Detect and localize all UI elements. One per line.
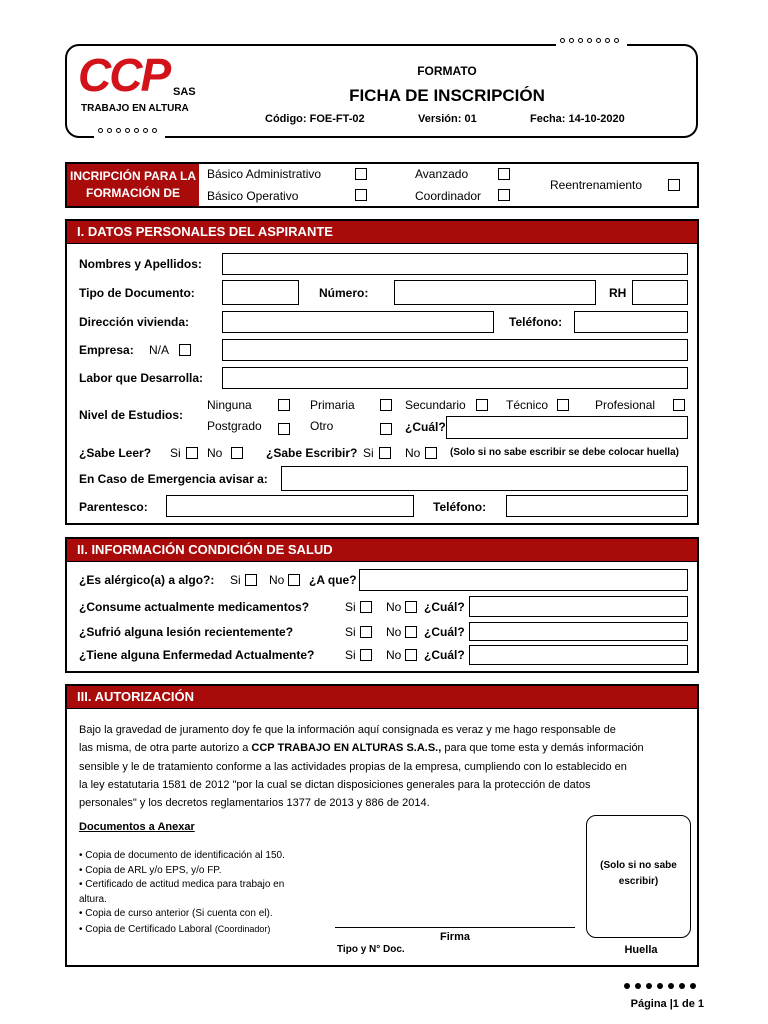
auth-line-4: la ley estatutaria 1581 de 2012 "por la cual se dictan disposiciones generales para la protección de datos [79, 778, 591, 791]
doc-number-label: Número: [319, 286, 369, 300]
phone-label: Teléfono: [509, 315, 563, 329]
injury-no-checkbox[interactable] [405, 626, 417, 638]
company-na-label: N/A [149, 343, 170, 357]
meds-yes-label: Si [345, 600, 356, 614]
labor-label: Labor que Desarrolla: [79, 371, 204, 385]
doc-item-5 [79, 922, 339, 938]
page-title: FICHA DE INSCRIPCIÓN [349, 86, 545, 105]
edu-technical-checkbox[interactable] [557, 399, 569, 411]
edu-technical-label: Técnico [506, 398, 549, 412]
disease-label: ¿Tiene alguna Enfermedad Actualmente? [79, 648, 315, 662]
auth-line-2 [79, 739, 687, 757]
company-name: CCP TRABAJO EN ALTURAS S.A.S., [251, 742, 442, 755]
read-yes-label: Si [170, 446, 181, 460]
auth-line-5: personales" y los decretos reglamentarios 1377 de 2013 y 886 de 2014. [79, 797, 430, 810]
logo-ccp-text: CCP [78, 49, 170, 101]
doc-item-1: • Copia de documento de identificación al 150. [79, 850, 285, 861]
authorization-section-title: III. AUTORIZACIÓN [67, 686, 697, 709]
option-advanced-label: Avanzado [415, 167, 469, 181]
option-retraining-label: Reentrenamiento [550, 178, 643, 192]
option-coordinator-label: Coordinador [415, 189, 482, 203]
option-basic-admin-label: Básico Administrativo [207, 167, 322, 181]
meds-which-label: ¿Cuál? [424, 600, 465, 614]
fingerprint-box-note [587, 858, 690, 890]
read-label: ¿Sabe Leer? [79, 446, 152, 460]
allergic-no-label: No [269, 573, 285, 587]
phone-input[interactable] [574, 311, 688, 333]
company-logo [78, 49, 208, 122]
write-no-label: No [405, 446, 421, 460]
auth-line-1: Bajo la gravedad de juramento doy fe que la información aquí consignada es veraz y me hago responsable de [79, 724, 616, 736]
emergency-phone-input[interactable] [506, 495, 688, 517]
write-no-checkbox[interactable] [425, 447, 437, 459]
doc-item-4: • Copia de curso anterior (Si cuenta con el). [79, 908, 273, 919]
option-coordinator-checkbox[interactable] [498, 189, 510, 201]
edu-none-checkbox[interactable] [278, 399, 290, 411]
write-yes-label: Si [363, 446, 374, 460]
doc-date: Fecha: 14-10-2020 [530, 113, 625, 125]
auth-line-3: sensible y le de tratamiento conforme a las actividades propias de la empresa, cumpliendo con lo establecido en [79, 760, 627, 773]
header-dots-top [556, 37, 627, 49]
fingerprint-note: (Solo si no sabe escribir se debe colocar huella) [450, 447, 679, 458]
signature-label: Firma [440, 931, 470, 943]
doc-version: Versión: 01 [418, 113, 477, 125]
fingerprint-label: Huella [624, 944, 658, 956]
company-label: Empresa: [79, 343, 134, 357]
read-no-label: No [207, 446, 223, 460]
allergic-yes-checkbox[interactable] [245, 574, 257, 586]
injury-which-label: ¿Cuál? [424, 625, 465, 639]
edu-other-label: Otro [310, 419, 334, 433]
emergency-label: En Caso de Emergencia avisar a: [79, 472, 268, 486]
doc-code: Código: FOE-FT-02 [265, 113, 365, 125]
read-no-checkbox[interactable] [231, 447, 243, 459]
meds-label: ¿Consume actualmente medicamentos? [79, 600, 310, 614]
fingerprint-note-line2: escribir) [618, 876, 659, 887]
logo-subtitle: TRABAJO EN ALTURA [81, 103, 189, 114]
injury-yes-label: Si [345, 625, 356, 639]
disease-no-label: No [386, 648, 402, 662]
docs-title: Documentos a Anexar [79, 821, 195, 833]
signature-line[interactable] [335, 927, 575, 928]
option-basic-oper-label: Básico Operativo [207, 189, 299, 203]
allergic-what-input[interactable] [359, 569, 688, 591]
option-basic-oper-checkbox[interactable] [355, 189, 367, 201]
logo-sas-text: SAS [173, 86, 196, 98]
relation-input[interactable] [166, 495, 414, 517]
docs-list [79, 849, 339, 937]
rh-label: RH [609, 286, 627, 300]
emergency-input[interactable] [281, 466, 688, 491]
names-label: Nombres y Apellidos: [79, 257, 202, 271]
option-retraining-checkbox[interactable] [668, 179, 680, 191]
education-label: Nivel de Estudios: [79, 408, 184, 422]
names-input[interactable] [222, 253, 688, 275]
address-input[interactable] [222, 311, 494, 333]
auth-line-2a: las misma, de otra parte autorizo a [79, 742, 252, 755]
relation-label: Parentesco: [79, 500, 148, 514]
fingerprint-box[interactable] [586, 815, 691, 938]
edu-primary-checkbox[interactable] [380, 399, 392, 411]
disease-which-label: ¿Cuál? [424, 648, 465, 662]
read-yes-checkbox[interactable] [186, 447, 198, 459]
disease-no-checkbox[interactable] [405, 649, 417, 661]
doc-item-5a: • Copia de Certificado Laboral [79, 923, 215, 935]
write-yes-checkbox[interactable] [379, 447, 391, 459]
company-na-checkbox[interactable] [179, 344, 191, 356]
disease-yes-checkbox[interactable] [360, 649, 372, 661]
allergic-no-checkbox[interactable] [288, 574, 300, 586]
auth-line-2c: para que tome esta y demás información [441, 742, 644, 755]
doc-number-input[interactable] [394, 280, 596, 305]
labor-input[interactable] [222, 367, 688, 389]
edu-postgrad-checkbox[interactable] [278, 423, 290, 435]
address-label: Dirección vivienda: [79, 315, 190, 329]
disease-which-input[interactable] [469, 645, 688, 665]
allergic-yes-label: Si [230, 573, 241, 587]
injury-which-input[interactable] [469, 622, 688, 641]
doc-type-input[interactable] [222, 280, 299, 305]
edu-primary-label: Primaria [310, 398, 355, 412]
doc-item-3b: altura. [79, 893, 107, 905]
meds-no-label: No [386, 600, 402, 614]
personal-section-title: I. DATOS PERSONALES DEL ASPIRANTE [67, 221, 697, 244]
edu-which-input[interactable] [446, 416, 688, 439]
doc-id-label: Tipo y N° Doc. [337, 944, 405, 955]
edu-postgrad-label: Postgrado [207, 419, 262, 433]
injury-yes-checkbox[interactable] [360, 626, 372, 638]
inscription-label-line2: FORMACIÓN DE [86, 186, 180, 200]
footer-dots [624, 983, 701, 993]
write-label: ¿Sabe Escribir? [266, 446, 358, 460]
edu-none-label: Ninguna [207, 398, 252, 412]
doc-type-label: Tipo de Documento: [79, 286, 195, 300]
company-input[interactable] [222, 339, 688, 361]
edu-professional-checkbox[interactable] [673, 399, 685, 411]
edu-which-label: ¿Cuál? [405, 420, 446, 434]
injury-no-label: No [386, 625, 402, 639]
allergic-what-label: ¿A que? [309, 573, 357, 587]
rh-input[interactable] [632, 280, 688, 305]
header-dots-bottom [94, 127, 165, 139]
disease-yes-label: Si [345, 648, 356, 662]
doc-type: FORMATO [417, 64, 477, 78]
doc-item-2: • Copia de ARL y/o EPS, y/o FP. [79, 864, 222, 876]
edu-other-checkbox[interactable] [380, 423, 392, 435]
inscription-label [67, 164, 199, 206]
authorization-text [79, 721, 687, 812]
injury-label: ¿Sufrió alguna lesión recientemente? [79, 625, 294, 639]
doc-item-3a: • Certificado de actitud medica para trabajo en [79, 879, 285, 890]
health-section-title: II. INFORMACIÓN CONDICIÓN DE SALUD [67, 539, 697, 562]
meds-which-input[interactable] [469, 596, 688, 617]
option-basic-admin-checkbox[interactable] [355, 168, 367, 180]
emergency-phone-label: Teléfono: [433, 500, 487, 514]
doc-item-5b: (Coordinador) [214, 923, 271, 934]
allergic-label: ¿Es alérgico(a) a algo?: [79, 573, 215, 587]
fingerprint-note-line1: (Solo si no sabe [600, 860, 677, 871]
edu-secondary-checkbox[interactable] [476, 399, 488, 411]
edu-professional-label: Profesional [595, 398, 656, 412]
edu-secondary-label: Secundario [405, 398, 466, 412]
option-advanced-checkbox[interactable] [498, 168, 510, 180]
meds-no-checkbox[interactable] [405, 601, 417, 613]
page-number: Página |1 de 1 [630, 998, 704, 1010]
meds-yes-checkbox[interactable] [360, 601, 372, 613]
inscription-label-line1: INCRIPCIÓN PARA LA [70, 169, 196, 183]
